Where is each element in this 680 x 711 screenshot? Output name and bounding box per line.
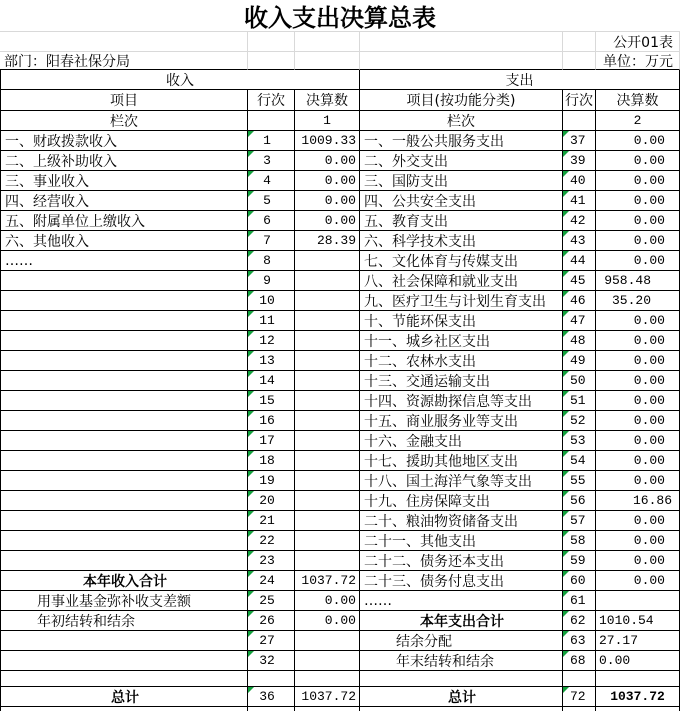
expense-row-number-cell[interactable]: 37 [563,131,596,151]
income-row-number-cell[interactable]: 22 [248,531,295,551]
expense-item-cell[interactable]: 十一、城乡社区支出 [360,331,563,351]
form-code[interactable]: 公开01表 [596,32,680,52]
expense-row-number-cell[interactable]: 52 [563,411,596,431]
total-expense-item-cell[interactable]: 总计 [360,687,563,707]
expense-item-cell[interactable]: 二十二、债务还本支出 [360,551,563,571]
income-item-cell[interactable]: …… [0,251,248,271]
income-amount-cell[interactable] [295,411,360,431]
expense-row-number-cell[interactable]: 48 [563,331,596,351]
income-item-cell[interactable]: 三、事业收入 [0,171,248,191]
income-row-number-cell[interactable]: 11 [248,311,295,331]
income-row-number-cell[interactable]: 9 [248,271,295,291]
expense-row-number-cell[interactable]: 55 [563,471,596,491]
empty-cell[interactable] [563,111,596,131]
total-income-row-number-cell[interactable]: 36 [248,687,295,707]
expense-item-cell[interactable]: 九、医疗卫生与计划生育支出 [360,291,563,311]
expense-item-cell[interactable]: 本年支出合计 [360,611,563,631]
expense-item-cell[interactable]: 二、外交支出 [360,151,563,171]
expense-amount-cell[interactable]: 1010.54 [596,611,680,631]
income-row-number-cell[interactable]: 14 [248,371,295,391]
expense-row-number-cell[interactable]: 39 [563,151,596,171]
income-row-number-cell[interactable]: 16 [248,411,295,431]
expense-row-number-cell[interactable]: 50 [563,371,596,391]
expense-amount-cell[interactable]: 0.00 [596,191,680,211]
expense-item-cell[interactable]: …… [360,591,563,611]
income-item-cell[interactable] [0,451,248,471]
expense-item-cell[interactable]: 十七、援助其他地区支出 [360,451,563,471]
blank-cell[interactable] [295,671,360,687]
income-row-number-cell[interactable]: 25 [248,591,295,611]
income-item-cell[interactable]: 六、其他收入 [0,231,248,251]
expense-amount-cell[interactable]: 0.00 [596,511,680,531]
expense-item-cell[interactable]: 二十三、债务付息支出 [360,571,563,591]
income-item-cell[interactable]: 本年收入合计 [0,571,248,591]
income-amount-cell[interactable]: 0.00 [295,171,360,191]
income-amount-cell[interactable] [295,531,360,551]
department-label[interactable]: 部门：阳春社保分局 [0,52,248,70]
income-row-number-cell[interactable]: 5 [248,191,295,211]
income-amount-cell[interactable]: 0.00 [295,151,360,171]
income-amount-cell[interactable] [295,251,360,271]
income-amount-cell[interactable] [295,631,360,651]
expense-row-number-cell[interactable]: 59 [563,551,596,571]
income-row-number-cell[interactable]: 12 [248,331,295,351]
expense-row-number-cell[interactable]: 63 [563,631,596,651]
expense-row-number-cell[interactable]: 51 [563,391,596,411]
empty-cell[interactable] [248,52,295,70]
expense-amount-cell[interactable]: 0.00 [596,391,680,411]
expense-row-number-cell[interactable]: 56 [563,491,596,511]
income-row-number-cell[interactable]: 27 [248,631,295,651]
blank-cell[interactable] [596,671,680,687]
income-amount-cell[interactable] [295,351,360,371]
income-amount-cell[interactable] [295,511,360,531]
income-amount-cell[interactable]: 0.00 [295,211,360,231]
partial-row-cell[interactable] [248,707,295,711]
empty-cell[interactable] [248,111,295,131]
expense-item-cell[interactable]: 七、文化体育与传媒支出 [360,251,563,271]
expense-row-number-cell[interactable]: 61 [563,591,596,611]
income-amount-cell[interactable]: 1009.33 [295,131,360,151]
expense-item-cell[interactable]: 二十一、其他支出 [360,531,563,551]
blank-cell[interactable] [360,671,563,687]
expense-item-cell[interactable]: 十二、农林水支出 [360,351,563,371]
expense-row-number-cell[interactable]: 68 [563,651,596,671]
partial-row-cell[interactable] [0,707,248,711]
income-item-cell[interactable] [0,311,248,331]
income-item-cell[interactable] [0,491,248,511]
income-row-number-cell[interactable]: 3 [248,151,295,171]
income-item-cell[interactable] [0,431,248,451]
income-amount-cell[interactable]: 28.39 [295,231,360,251]
income-item-cell[interactable] [0,371,248,391]
expense-amount-cell[interactable]: 0.00 [596,211,680,231]
expense-amount-cell[interactable]: 27.17 [596,631,680,651]
income-amount-cell[interactable]: 0.00 [295,191,360,211]
expense-item-cell[interactable]: 十三、交通运输支出 [360,371,563,391]
income-row-number-cell[interactable]: 20 [248,491,295,511]
total-income-item-cell[interactable]: 总计 [0,687,248,707]
income-item-cell[interactable] [0,551,248,571]
total-income-amount-cell[interactable]: 1037.72 [295,687,360,707]
expense-amount-cell[interactable]: 0.00 [596,171,680,191]
expense-item-cell[interactable]: 十九、住房保障支出 [360,491,563,511]
empty-cell[interactable] [295,52,360,70]
expense-amount-cell[interactable]: 0.00 [596,651,680,671]
income-item-cell[interactable]: 一、财政拨款收入 [0,131,248,151]
income-section-header[interactable]: 收入 [0,70,360,90]
income-item-cell[interactable]: 用事业基金弥补收支差额 [0,591,248,611]
income-row-number-cell[interactable]: 23 [248,551,295,571]
income-amount-cell[interactable] [295,491,360,511]
expense-item-cell[interactable]: 十五、商业服务业等支出 [360,411,563,431]
blank-cell[interactable] [0,671,248,687]
income-item-cell[interactable] [0,631,248,651]
total-expense-row-number-cell[interactable]: 72 [563,687,596,707]
expense-item-cell[interactable]: 十、节能环保支出 [360,311,563,331]
expense-row-number-cell[interactable]: 46 [563,291,596,311]
expense-item-cell[interactable]: 十八、国土海洋气象等支出 [360,471,563,491]
expense-row-number-cell[interactable]: 54 [563,451,596,471]
expense-row-number-cell[interactable]: 40 [563,171,596,191]
expense-item-header[interactable]: 项目(按功能分类) [360,90,563,111]
income-item-cell[interactable] [0,271,248,291]
income-column-index[interactable]: 1 [295,111,360,131]
expense-item-cell[interactable]: 二十、粮油物资储备支出 [360,511,563,531]
expense-amount-cell[interactable]: 0.00 [596,411,680,431]
expense-amount-header[interactable]: 决算数 [596,90,680,111]
expense-row-number-cell[interactable]: 41 [563,191,596,211]
expense-item-cell[interactable]: 结余分配 [360,631,563,651]
unit-label[interactable]: 单位：万元 [596,52,680,70]
expense-amount-cell[interactable]: 0.00 [596,431,680,451]
expense-row-number-cell[interactable]: 60 [563,571,596,591]
expense-row-number-cell[interactable]: 45 [563,271,596,291]
expense-row-number-cell[interactable]: 57 [563,511,596,531]
expense-column-index[interactable]: 2 [596,111,680,131]
partial-row-cell[interactable] [596,707,680,711]
income-amount-cell[interactable] [295,431,360,451]
expense-item-cell[interactable]: 四、公共安全支出 [360,191,563,211]
income-amount-cell[interactable]: 0.00 [295,591,360,611]
income-amount-cell[interactable] [295,331,360,351]
expense-item-cell[interactable]: 八、社会保障和就业支出 [360,271,563,291]
expense-amount-cell[interactable]: 0.00 [596,451,680,471]
income-amount-cell[interactable] [295,551,360,571]
income-row-number-cell[interactable]: 15 [248,391,295,411]
expense-amount-cell[interactable]: 0.00 [596,311,680,331]
income-column-label[interactable]: 栏次 [0,111,248,131]
income-row-number-cell[interactable]: 6 [248,211,295,231]
income-item-cell[interactable] [0,351,248,371]
empty-cell[interactable] [360,52,563,70]
expense-amount-cell[interactable]: 35.20 [596,291,680,311]
expense-item-cell[interactable]: 六、科学技术支出 [360,231,563,251]
income-item-cell[interactable] [0,411,248,431]
income-item-cell[interactable] [0,291,248,311]
expense-item-cell[interactable]: 十四、资源勘探信息等支出 [360,391,563,411]
income-amount-cell[interactable] [295,651,360,671]
income-amount-cell[interactable] [295,451,360,471]
partial-row-cell[interactable] [563,707,596,711]
income-item-cell[interactable]: 年初结转和结余 [0,611,248,631]
expense-row-number-cell[interactable]: 42 [563,211,596,231]
empty-cell[interactable] [563,52,596,70]
expense-row-number-header[interactable]: 行次 [563,90,596,111]
income-item-cell[interactable] [0,331,248,351]
partial-row-cell[interactable] [295,707,360,711]
expense-amount-cell[interactable]: 16.86 [596,491,680,511]
empty-cell[interactable] [248,32,295,52]
expense-item-cell[interactable]: 三、国防支出 [360,171,563,191]
income-amount-cell[interactable] [295,371,360,391]
income-item-cell[interactable] [0,391,248,411]
income-row-number-cell[interactable]: 26 [248,611,295,631]
expense-row-number-cell[interactable]: 44 [563,251,596,271]
expense-amount-cell[interactable]: 0.00 [596,331,680,351]
expense-row-number-cell[interactable]: 62 [563,611,596,631]
expense-row-number-cell[interactable]: 43 [563,231,596,251]
income-amount-cell[interactable] [295,291,360,311]
expense-amount-cell[interactable]: 0.00 [596,531,680,551]
table-title[interactable]: 收入支出决算总表 [0,0,680,32]
expense-column-label[interactable]: 栏次 [360,111,563,131]
income-item-cell[interactable] [0,651,248,671]
expense-row-number-cell[interactable]: 58 [563,531,596,551]
income-amount-cell[interactable] [295,471,360,491]
income-amount-cell[interactable]: 1037.72 [295,571,360,591]
income-row-number-cell[interactable]: 7 [248,231,295,251]
income-row-number-cell[interactable]: 10 [248,291,295,311]
income-amount-header[interactable]: 决算数 [295,90,360,111]
income-row-number-cell[interactable]: 32 [248,651,295,671]
blank-cell[interactable] [563,671,596,687]
income-row-number-cell[interactable]: 18 [248,451,295,471]
expense-amount-cell[interactable]: 0.00 [596,131,680,151]
income-item-cell[interactable] [0,471,248,491]
expense-amount-cell[interactable]: 0.00 [596,231,680,251]
total-expense-amount-cell[interactable]: 1037.72 [596,687,680,707]
income-row-number-cell[interactable]: 19 [248,471,295,491]
empty-cell[interactable] [360,32,563,52]
income-item-header[interactable]: 项目 [0,90,248,111]
partial-row-cell[interactable] [360,707,563,711]
expense-amount-cell[interactable]: 0.00 [596,351,680,371]
income-item-cell[interactable]: 四、经营收入 [0,191,248,211]
expense-item-cell[interactable]: 十六、金融支出 [360,431,563,451]
expense-amount-cell[interactable]: 0.00 [596,151,680,171]
income-row-number-cell[interactable]: 1 [248,131,295,151]
empty-cell[interactable] [295,32,360,52]
income-row-number-cell[interactable]: 17 [248,431,295,451]
expense-amount-cell[interactable]: 0.00 [596,471,680,491]
income-item-cell[interactable]: 五、附属单位上缴收入 [0,211,248,231]
expense-row-number-cell[interactable]: 53 [563,431,596,451]
income-row-number-header[interactable]: 行次 [248,90,295,111]
income-item-cell[interactable] [0,531,248,551]
income-row-number-cell[interactable]: 4 [248,171,295,191]
income-item-cell[interactable] [0,511,248,531]
income-item-cell[interactable]: 二、上级补助收入 [0,151,248,171]
expense-item-cell[interactable]: 一、一般公共服务支出 [360,131,563,151]
expense-amount-cell[interactable]: 0.00 [596,571,680,591]
income-amount-cell[interactable] [295,271,360,291]
income-amount-cell[interactable]: 0.00 [295,611,360,631]
expense-item-cell[interactable]: 年末结转和结余 [360,651,563,671]
income-amount-cell[interactable] [295,311,360,331]
expense-amount-cell[interactable]: 0.00 [596,251,680,271]
expense-amount-cell[interactable]: 0.00 [596,551,680,571]
blank-cell[interactable] [248,671,295,687]
expense-section-header[interactable]: 支出 [360,70,680,90]
expense-row-number-cell[interactable]: 49 [563,351,596,371]
income-row-number-cell[interactable]: 13 [248,351,295,371]
income-row-number-cell[interactable]: 21 [248,511,295,531]
income-row-number-cell[interactable]: 24 [248,571,295,591]
expense-row-number-cell[interactable]: 47 [563,311,596,331]
expense-item-cell[interactable]: 五、教育支出 [360,211,563,231]
income-row-number-cell[interactable]: 8 [248,251,295,271]
expense-amount-cell[interactable] [596,591,680,611]
income-amount-cell[interactable] [295,391,360,411]
expense-amount-cell[interactable]: 958.48 [596,271,680,291]
empty-cell[interactable] [563,32,596,52]
expense-amount-cell[interactable]: 0.00 [596,371,680,391]
empty-cell[interactable] [0,32,248,52]
